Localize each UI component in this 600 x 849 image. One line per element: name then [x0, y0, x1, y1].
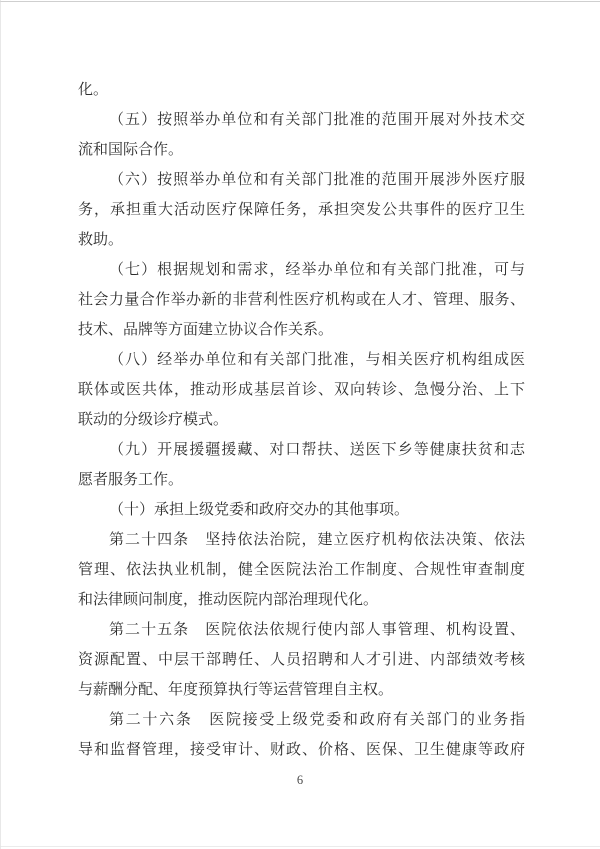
scan-edge-top — [0, 1, 600, 2]
document-line: （八）经举办单位和有关部门批准，与相关医疗机构组成医 — [109, 352, 525, 368]
document-line: 流和国际合作。 — [78, 142, 184, 158]
document-line: 导和监督管理，接受审计、财政、价格、医保、卫生健康等政府 — [78, 742, 525, 758]
document-line: 管理、依法执业机制，健全医院法治工作制度、合规性审查制度 — [78, 562, 525, 578]
document-line: 救助。 — [78, 232, 124, 248]
document-line: 联动的分级诊疗模式。 — [78, 412, 229, 428]
document-line: 社会力量合作举办新的非营利性医疗机构或在人才、管理、服务、 — [78, 292, 525, 308]
document-line: 务，承担重大活动医疗保障任务，承担突发公共事件的医疗卫生 — [78, 202, 525, 218]
document-line: 技术、品牌等方面建立协议合作关系。 — [78, 322, 334, 338]
document-line: 第二十四条 坚持依法治院，建立医疗机构依法决策、依法 — [109, 532, 525, 548]
document-line: 联体或医共体，推动形成基层首诊、双向转诊、急慢分治、上下 — [78, 382, 525, 398]
scan-edge-bottom — [0, 846, 600, 847]
document-line: 资源配置、中层干部聘任、人员招聘和人才引进、内部绩效考核 — [78, 652, 525, 668]
document-line: （五）按照举办单位和有关部门批准的范围开展对外技术交 — [109, 112, 525, 128]
document-line: 第二十五条 医院依法依规行使内部人事管理、机构设置、 — [109, 622, 525, 638]
document-line: （十）承担上级党委和政府交办的其他事项。 — [109, 502, 410, 518]
document-line: 化。 — [78, 82, 109, 98]
document-line: （七）根据规划和需求，经举办单位和有关部门批准，可与 — [109, 262, 525, 278]
document-line: 和法律顾问制度，推动医院内部治理现代化。 — [78, 592, 379, 608]
document-line: 愿者服务工作。 — [78, 472, 184, 488]
document-line: 与薪酬分配、年度预算执行等运营管理自主权。 — [78, 682, 394, 698]
document-body — [78, 75, 525, 765]
scan-edge-left — [0, 0, 1, 849]
document-line: （九）开展援疆援藏、对口帮扶、送医下乡等健康扶贫和志 — [109, 442, 525, 458]
document-line: （六）按照举办单位和有关部门批准的范围开展涉外医疗服 — [109, 172, 525, 188]
document-line: 第二十六条 医院接受上级党委和政府有关部门的业务指 — [109, 712, 525, 728]
page-number: 6 — [296, 773, 304, 787]
